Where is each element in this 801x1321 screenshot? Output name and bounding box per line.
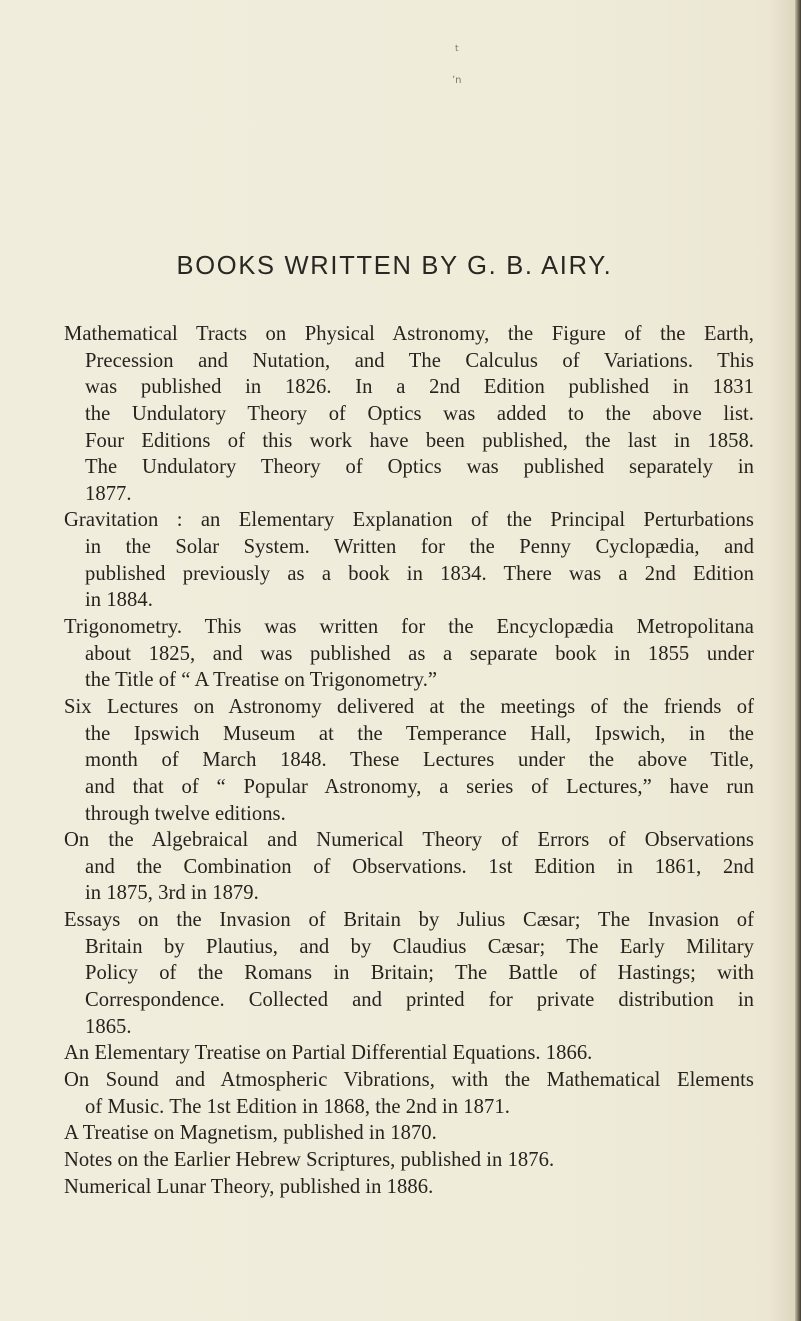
book-entry bbox=[64, 1174, 754, 1201]
entry-line: Four Editions of this work have been published, the last in 1858. bbox=[85, 429, 754, 452]
entry-line: The Undulatory Theory of Optics was published separately in bbox=[85, 456, 754, 479]
entry-line: in 1875, 3rd in 1879. bbox=[85, 882, 259, 905]
entry-line: in the Solar System. Written for the Penny Cyclopædia, and bbox=[85, 536, 754, 559]
entry-line: On Sound and Atmospheric Vibrations, with the Mathematical Elements bbox=[64, 1068, 754, 1091]
entry-line: An Elementary Treatise on Partial Differential Equations. 1866. bbox=[64, 1042, 593, 1065]
book-entry bbox=[64, 694, 754, 827]
entry-line: month of March 1848. These Lectures under the above Title, bbox=[85, 749, 754, 772]
entry-line: 1877. bbox=[85, 482, 132, 505]
book-entry bbox=[64, 827, 754, 907]
stray-mark: t bbox=[455, 44, 459, 54]
entry-line: of Music. The 1st Edition in 1868, the 2nd in 1871. bbox=[85, 1095, 510, 1118]
book-entry bbox=[64, 614, 754, 694]
page-title: BOOKS WRITTEN BY G. B. AIRY. bbox=[176, 252, 613, 280]
entry-line: Essays on the Invasion of Britain by Julius Cæsar; The Invasion of bbox=[64, 909, 754, 932]
book-entry bbox=[64, 907, 754, 1040]
entry-line: Precession and Nutation, and The Calculus of Variations. This bbox=[85, 349, 754, 372]
book-entry bbox=[64, 1067, 754, 1120]
entry-line: Policy of the Romans in Britain; The Battle of Hastings; with bbox=[85, 962, 754, 985]
entry-line: was published in 1826. In a 2nd Edition published in 1831 bbox=[85, 376, 754, 399]
stray-mark: ʼn bbox=[452, 75, 462, 86]
entry-line: in 1884. bbox=[85, 589, 153, 612]
entry-line: Correspondence. Collected and printed for private distribution in bbox=[85, 989, 754, 1012]
book-entry bbox=[64, 507, 754, 614]
entry-line: Mathematical Tracts on Physical Astronomy, the Figure of the Earth, bbox=[64, 323, 754, 345]
entry-line: published previously as a book in 1834. There was a 2nd Edition bbox=[85, 562, 754, 585]
entry-line: through twelve editions. bbox=[85, 802, 286, 825]
entry-line: about 1825, and was published as a separate book in 1855 under bbox=[85, 642, 754, 665]
book-entry bbox=[64, 321, 754, 507]
entry-line: Numerical Lunar Theory, published in 1886. bbox=[64, 1175, 434, 1198]
book-entry bbox=[64, 1040, 754, 1067]
page-edge-shadow bbox=[795, 0, 801, 1321]
entry-line: Britain by Plautius, and by Claudius Cæsar; The Early Military bbox=[85, 935, 754, 958]
entry-line: Six Lectures on Astronomy delivered at the meetings of the friends of bbox=[64, 695, 754, 718]
entry-line: Gravitation : an Elementary Explanation of the Principal Perturbations bbox=[64, 509, 754, 532]
entry-line: Notes on the Earlier Hebrew Scriptures, published in 1876. bbox=[64, 1148, 555, 1171]
entry-line: and that of “ Popular Astronomy, a series of Lectures,” have run bbox=[85, 775, 754, 798]
entry-line: and the Combination of Observations. 1st Edition in 1861, 2nd bbox=[85, 855, 754, 878]
entry-line: the Undulatory Theory of Optics was added to the above list. bbox=[85, 402, 754, 425]
entry-line: 1865. bbox=[85, 1015, 132, 1038]
entry-line: the Ipswich Museum at the Temperance Hall, Ipswich, in the bbox=[85, 722, 754, 745]
book-entry bbox=[64, 1120, 754, 1147]
entry-line: On the Algebraical and Numerical Theory of Errors of Observations bbox=[64, 829, 754, 852]
book-entry bbox=[64, 1147, 754, 1174]
entry-line: Trigonometry. This was written for the Encyclopædia Metropolitana bbox=[64, 616, 754, 639]
entry-line: the Title of “ A Treatise on Trigonometry.” bbox=[85, 669, 438, 692]
book-list bbox=[64, 321, 754, 1200]
entry-line: A Treatise on Magnetism, published in 1870. bbox=[64, 1122, 437, 1145]
